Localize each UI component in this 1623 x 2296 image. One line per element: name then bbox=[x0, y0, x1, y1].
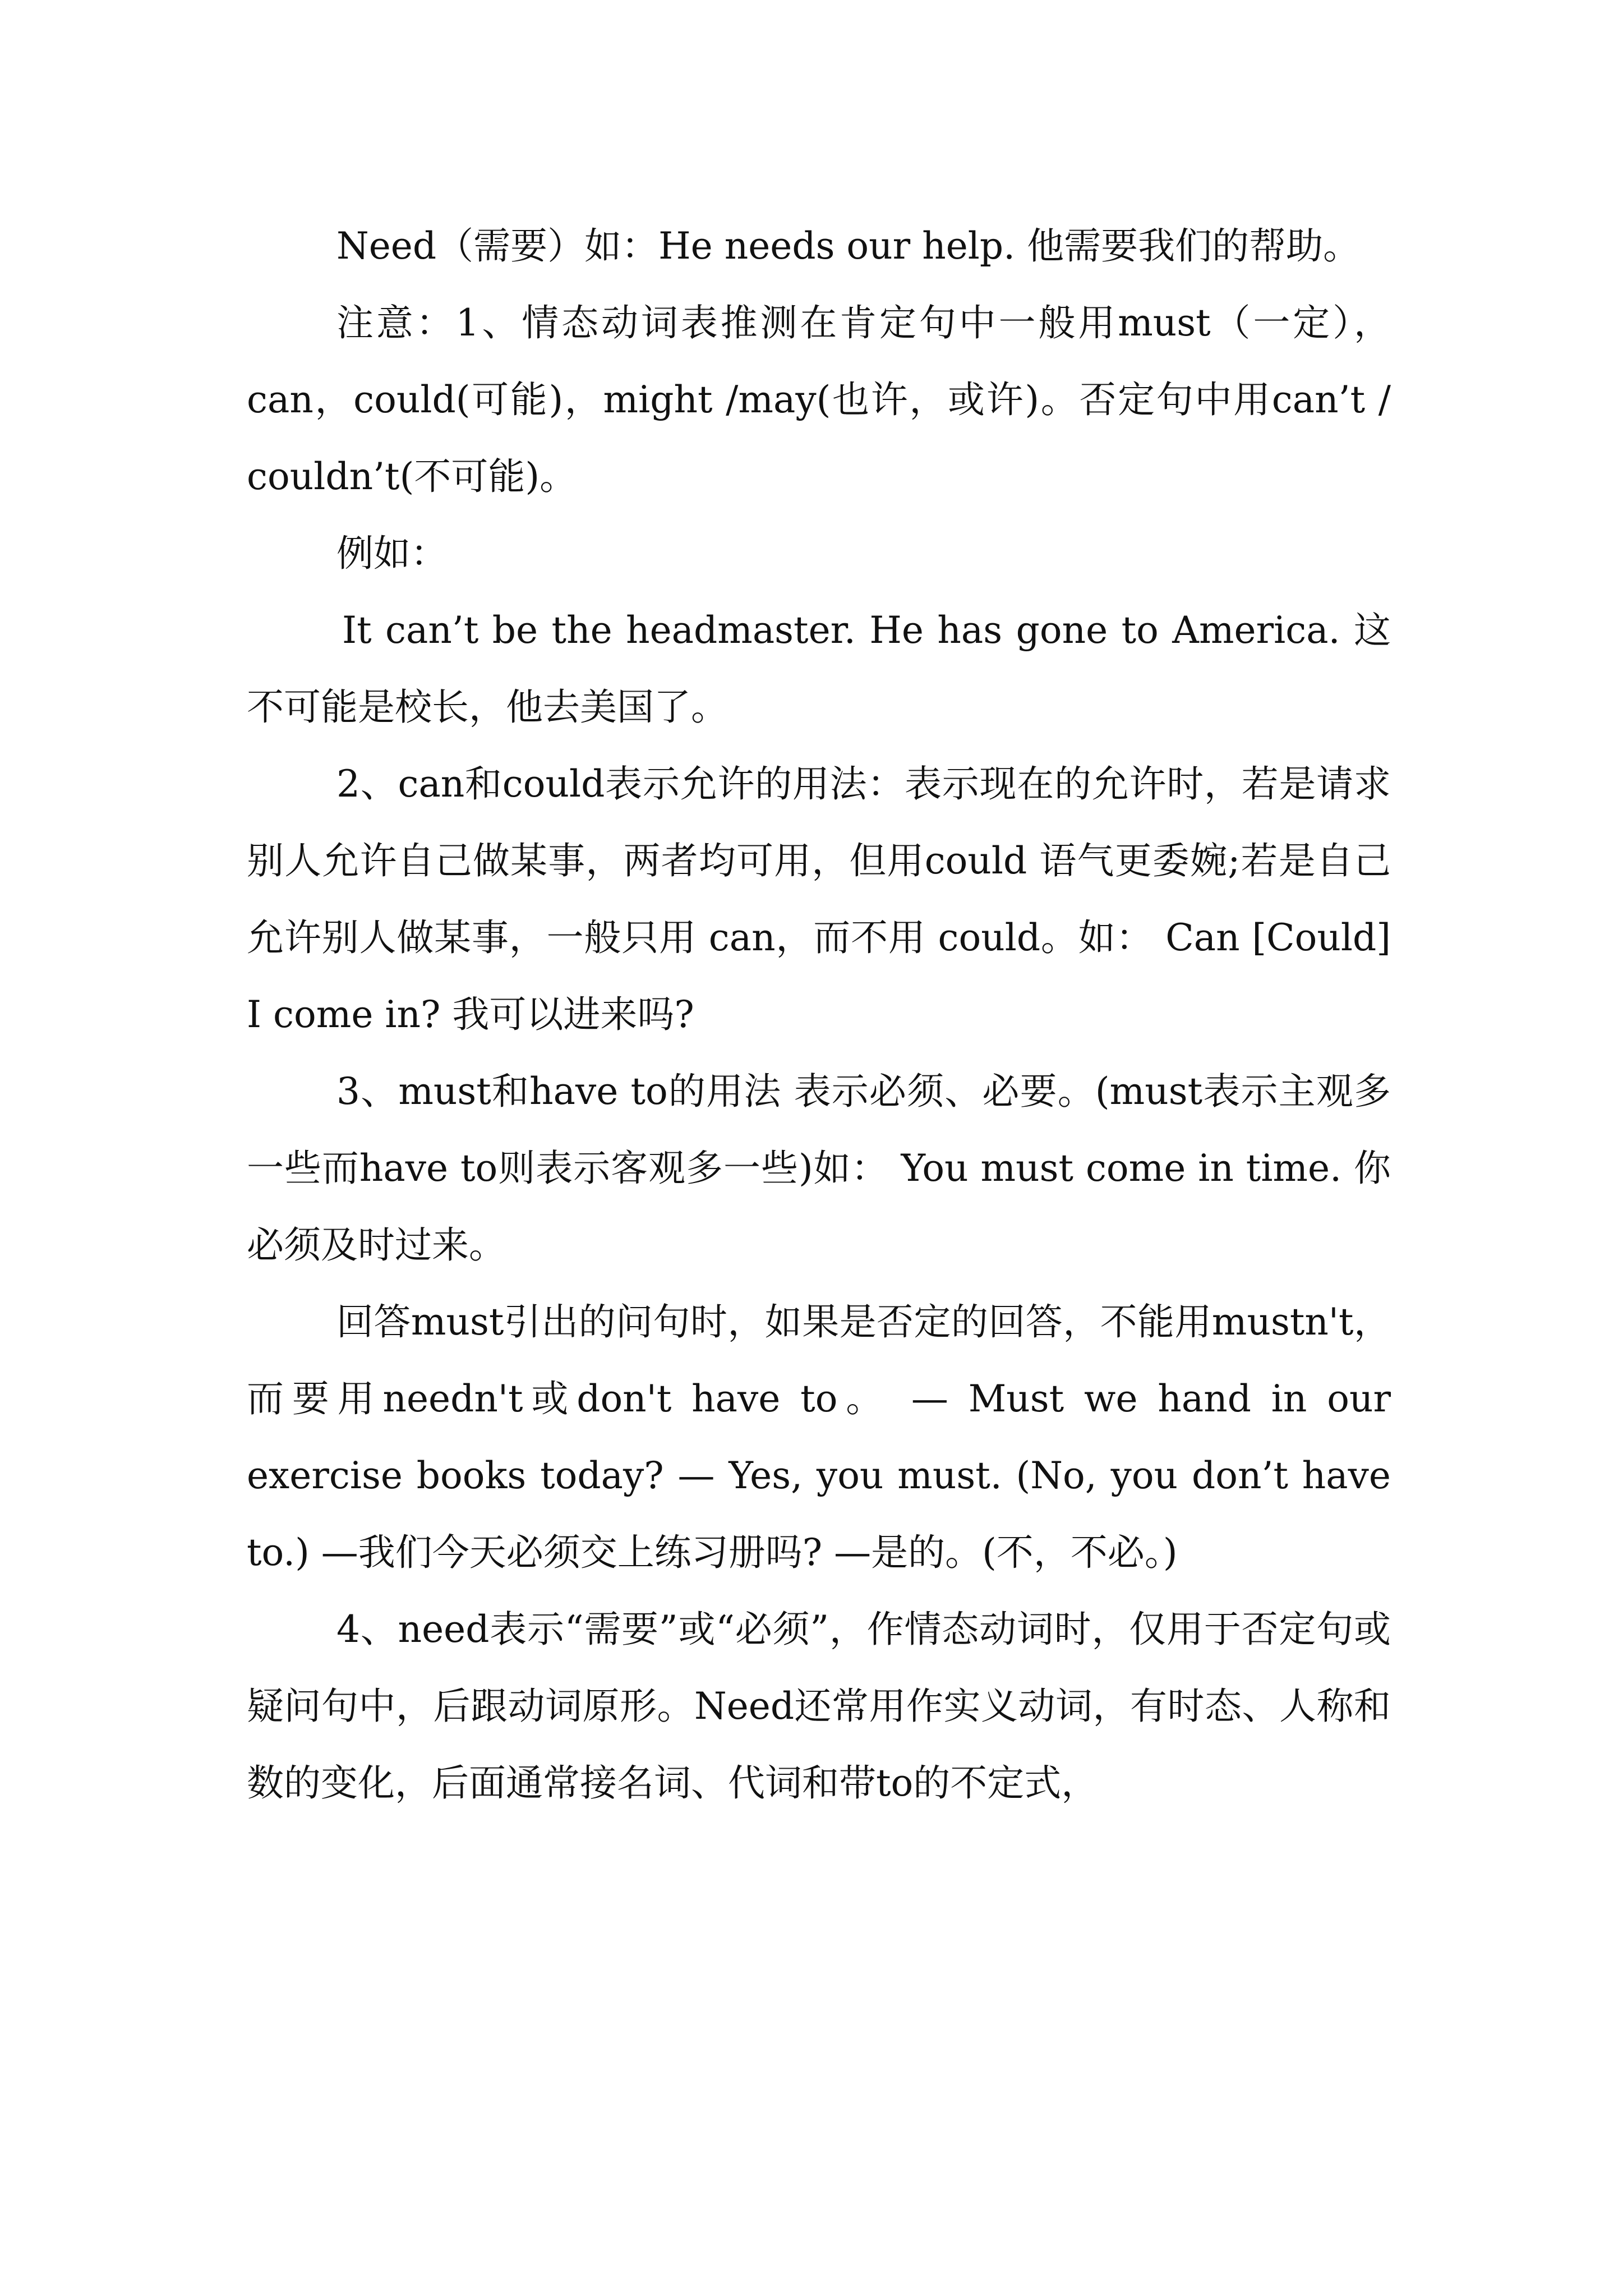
paragraph-note-2-can-could: 2、can和could表示允许的用法：表示现在的允许时，若是请求别人允许自己做某事，两者均可用，但用could 语气更委婉;若是自己允许别人做某事，一般只用 can，而不用 could。如： Can [Could] I come in? 我可以进来吗? bbox=[247, 762, 1403, 1036]
paragraph-must-answer: 回答must引出的问句时，如果是否定的回答，不能用mustn't，而要用needn't或don't have to。 — Must we hand in our exercise books today? — Yes, you must. (No, you don’t have to.) —我们今天必须交上练习册吗? —是的。(不，不必。) bbox=[247, 1300, 1403, 1574]
paragraph-note-4-need: 4、need表示“需要”或“必须”，作情态动词时，仅用于否定句或疑问句中，后跟动词原形。Need还常用作实义动词，有时态、人称和数的变化，后面通常接名词、代词和带to的不定式， bbox=[247, 1608, 1391, 1805]
document-body bbox=[247, 208, 1403, 1821]
paragraph-note-1: 注意：1、情态动词表推测在肯定句中一般用must（一定），can，could(可能)，might /may(也许，或许)。否定句中用can’t / couldn’t(不可能)。 bbox=[247, 301, 1403, 498]
paragraph-example-headmaster: It can’t be the headmaster. He has gone to America. 这不可能是校长，他去美国了。 bbox=[247, 609, 1391, 729]
paragraph-example-label: 例如： bbox=[336, 532, 448, 575]
paragraph-need-definition: Need（需要）如：He needs our help. 他需要我们的帮助。 bbox=[336, 224, 1361, 268]
paragraph-note-3-must-have-to: 3、must和have to的用法 表示必须、必要。(must表示主观多一些而have to则表示客观多一些)如： You must come in time. 你必须及时过来。 bbox=[247, 1070, 1391, 1267]
